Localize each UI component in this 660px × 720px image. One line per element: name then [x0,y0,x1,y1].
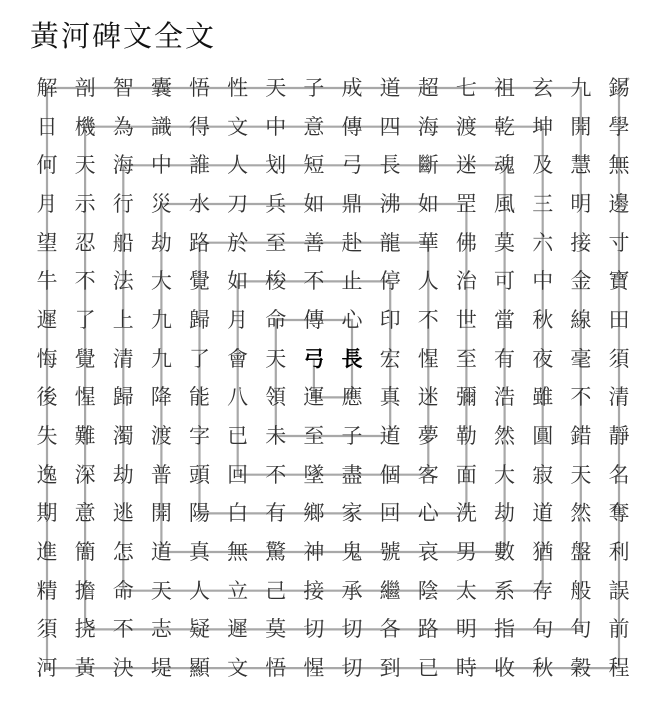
grid-character: 有 [494,346,516,371]
grid-character: 決 [112,656,134,681]
grid-character: 劫 [494,501,516,526]
grid-character: 九 [570,76,592,100]
grid-character: 止 [341,269,363,294]
grid-character: 長 [379,153,401,178]
grid-character: 命 [265,308,287,333]
grid-character: 路 [417,617,439,642]
grid-character: 文 [227,114,249,139]
grid-character: 回 [227,462,249,487]
grid-character: 命 [112,578,134,603]
grid-character: 勒 [455,424,477,449]
grid-character: 河 [36,656,58,681]
grid-character: 不 [112,617,134,642]
grid-character: 挠 [74,617,96,642]
grid-character: 墜 [303,462,325,487]
grid-character: 划 [265,153,287,178]
grid-character: 迷 [455,153,477,178]
grid-character: 忍 [74,230,96,255]
grid-character: 太 [455,578,477,603]
grid-character: 意 [303,114,325,139]
grid-character: 如 [227,269,249,294]
grid-character: 三 [532,192,554,216]
grid-character: 句 [570,617,592,642]
grid-character: 囊 [150,76,172,100]
grid-character: 道 [150,540,172,565]
grid-character: 毫 [570,346,592,371]
grid-character: 龍 [379,230,401,255]
grid-character: 各 [379,617,401,642]
grid-character: 中 [150,153,172,178]
grid-character: 路 [189,230,211,255]
grid-character: 如 [417,192,439,216]
grid-character: 六 [532,230,554,255]
grid-character: 然 [494,424,516,449]
grid-character: 陰 [417,578,439,603]
grid-character: 承 [341,578,363,603]
grid-character: 傳 [341,114,363,139]
grid-character: 陽 [189,501,211,526]
grid-character: 盤 [570,540,592,565]
grid-character: 莫 [265,617,287,642]
grid-character: 領 [265,385,287,410]
grid-character: 慧 [570,153,592,178]
grid-character: 不 [303,269,325,294]
grid-character: 學 [608,114,630,139]
grid-character: 鄉 [303,501,325,526]
grid-character: 秋 [532,656,554,681]
grid-character: 歸 [112,385,134,410]
grid-character: 短 [303,153,325,178]
grid-character: 至 [265,230,287,255]
grid-character: 到 [379,656,401,681]
grid-character: 運 [303,385,325,410]
grid-character: 宏 [379,346,401,371]
grid-character: 存 [532,578,554,603]
grid-character: 普 [150,462,172,487]
grid-character: 赴 [341,230,363,255]
grid-character: 開 [570,114,592,139]
grid-character: 惺 [74,385,96,410]
grid-character: 水 [189,192,211,216]
grid-character: 停 [379,269,401,294]
grid-character: 驚 [265,540,287,565]
grid-character: 彌 [455,385,477,410]
grid-character: 繼 [379,578,401,603]
grid-character: 立 [227,578,249,603]
grid-character: 上 [112,308,134,333]
grid-character: 切 [303,617,325,642]
grid-character: 佛 [455,230,477,255]
grid-character: 盡 [341,462,363,487]
grid-character: 清 [608,385,630,410]
grid-character: 線 [570,308,592,333]
grid-character: 未 [265,424,287,449]
grid-character: 善 [303,230,325,255]
grid-character: 天 [570,462,592,487]
grid-character: 性 [227,76,249,100]
grid-character: 印 [379,308,401,333]
grid-character: 擔 [74,578,96,603]
grid-character: 寶 [608,269,630,294]
grid-character: 面 [455,462,477,487]
grid-character: 志 [150,617,172,642]
grid-character: 寂 [532,462,554,487]
grid-character: 祖 [494,76,516,100]
grid-character: 得 [189,114,211,139]
grid-character: 子 [303,76,325,100]
grid-character: 簡 [74,540,96,565]
grid-character: 不 [74,269,96,294]
grid-character: 天 [265,346,287,371]
grid-character: 何 [36,153,58,178]
grid-character: 當 [494,308,516,333]
grid-character: 罡 [455,192,477,216]
grid-character: 夢 [417,424,439,449]
grid-character: 錯 [570,424,592,449]
grid-character: 已 [227,424,249,449]
grid-character: 遲 [36,308,58,333]
grid-character: 家 [341,501,363,526]
grid-character: 真 [189,540,211,565]
grid-character: 不 [417,308,439,333]
grid-character: 洗 [455,501,477,526]
grid-character: 災 [150,192,172,216]
grid-character: 坤 [532,114,554,139]
grid-character: 號 [379,540,401,565]
grid-character: 遲 [227,617,249,642]
grid-character: 及 [532,153,554,178]
grid-character: 人 [227,153,249,178]
grid-character: 名 [608,462,630,487]
grid-character: 月 [36,192,58,216]
grid-character: 道 [379,424,401,449]
grid-character: 莫 [494,230,516,255]
grid-character: 世 [455,308,477,333]
grid-character: 覺 [189,269,211,294]
grid-character: 沸 [379,192,401,216]
grid-character: 靜 [608,424,630,449]
grid-character: 系 [494,578,516,603]
grid-character: 治 [455,269,477,294]
grid-character: 然 [570,501,592,526]
grid-character: 個 [379,462,401,487]
grid-character: 頭 [189,462,211,487]
grid-character: 劫 [150,230,172,255]
grid-character: 難 [74,424,96,449]
grid-character: 句 [532,617,554,642]
grid-character: 刀 [227,192,249,216]
grid-character: 哀 [417,540,439,565]
grid-character: 般 [570,578,592,603]
grid-character: 四 [379,114,401,139]
grid-character: 無 [227,540,249,565]
grid-character: 無 [608,153,630,178]
page-title: 黃河碑文全文 [30,19,217,53]
grid-character: 渡 [150,424,172,449]
grid-character: 人 [417,269,439,294]
grid-character: 神 [303,540,325,565]
grid-character: 鬼 [341,540,363,565]
grid-character: 了 [189,346,211,371]
grid-character: 劫 [112,462,134,487]
grid-character: 金 [570,269,592,294]
grid-character: 圓 [532,424,554,449]
grid-character: 大 [150,269,172,294]
grid-character: 穀 [570,656,592,681]
grid-character: 悟 [189,76,211,100]
grid-character: 心 [417,501,439,526]
grid-character: 超 [417,76,439,100]
grid-character: 失 [36,424,58,449]
grid-character: 指 [494,617,516,642]
grid-character: 子 [341,424,363,449]
grid-character: 開 [150,501,172,526]
grid-character: 會 [227,346,249,371]
grid-character: 文 [227,656,249,681]
grid-character: 至 [303,424,325,449]
grid-character: 精 [36,578,58,603]
grid-character: 收 [494,656,516,681]
grid-character: 機 [74,114,96,139]
grid-character: 字 [189,424,211,449]
grid-character: 乾 [494,114,516,139]
grid-character: 清 [112,346,134,371]
grid-character: 須 [608,346,630,371]
grid-character: 後 [36,385,58,410]
grid-character: 不 [265,462,287,487]
grid-character: 迷 [417,385,439,410]
grid-character: 九 [150,308,172,333]
grid-character: 天 [265,76,287,100]
grid-character: 猶 [532,540,554,565]
grid-character: 黃 [74,656,96,681]
grid-character: 白 [227,501,249,526]
grid-character: 己 [265,578,287,603]
grid-character: 深 [74,462,96,487]
grid-character: 惺 [417,346,439,371]
grid-character: 已 [417,656,439,681]
grid-character: 鼎 [341,192,363,216]
grid-character: 中 [532,269,554,294]
grid-character: 悔 [36,346,58,371]
grid-character: 歸 [189,308,211,333]
grid-character: 梭 [265,269,287,294]
grid-character: 七 [455,76,477,100]
grid-character: 法 [112,269,134,294]
grid-character: 客 [417,462,439,487]
grid-character: 時 [455,656,477,681]
grid-character: 錫 [608,76,630,100]
grid-character: 了 [74,308,96,333]
grid-character: 可 [494,269,516,294]
grid-character: 回 [379,501,401,526]
grid-character: 弓 [303,345,325,371]
grid-character: 玄 [532,76,554,100]
grid-character: 前 [608,617,630,642]
grid-character: 心 [341,308,363,333]
grid-character: 夜 [532,346,554,371]
grid-character: 斷 [417,153,439,178]
grid-character: 堤 [150,656,172,681]
grid-character: 誤 [608,578,630,603]
grid-character: 示 [74,192,96,216]
grid-character: 行 [112,192,134,216]
grid-character: 切 [341,656,363,681]
grid-character: 顯 [189,656,211,681]
grid-character: 解 [36,76,58,100]
grid-character: 至 [455,346,477,371]
grid-character: 風 [494,192,516,216]
grid-character: 海 [112,153,134,178]
grid-character: 華 [417,230,439,255]
grid-character: 有 [265,501,287,526]
grid-character: 惺 [303,656,325,681]
grid-character: 大 [494,462,516,487]
grid-character: 疑 [189,617,211,642]
grid-character: 日 [36,114,58,139]
grid-character: 誰 [189,153,211,178]
grid-character: 牛 [36,269,58,294]
grid-character: 魂 [494,153,516,178]
grid-character: 濁 [112,424,134,449]
grid-character: 長 [341,345,363,371]
grid-character: 海 [417,114,439,139]
grid-character: 為 [112,114,134,139]
grid-character: 逸 [36,462,58,487]
grid-character: 明 [455,617,477,642]
grid-character: 於 [227,230,249,255]
grid-character: 剖 [74,76,96,100]
grid-character: 渡 [455,114,477,139]
grid-character: 九 [150,346,172,371]
grid-character: 道 [532,501,554,526]
grid-character: 寸 [608,230,630,255]
grid-character: 道 [379,76,401,100]
grid-character: 望 [36,230,58,255]
grid-character: 男 [455,540,477,565]
grid-character: 進 [36,540,58,565]
grid-character: 月 [227,308,249,333]
grid-character: 船 [112,230,134,255]
grid-character: 奪 [608,501,630,526]
grid-character: 明 [570,192,592,216]
grid-character: 降 [150,385,172,410]
grid-character: 浩 [494,385,516,410]
grid-character: 逃 [112,501,134,526]
grid-character: 田 [608,308,630,333]
grid-character: 中 [265,114,287,139]
grid-character: 如 [303,192,325,216]
grid-character: 意 [74,501,96,526]
grid-character: 真 [379,385,401,410]
grid-character: 邊 [608,192,630,216]
grid-character: 弓 [341,153,363,178]
grid-character: 識 [150,114,172,139]
grid-character: 接 [570,230,592,255]
grid-character: 天 [74,153,96,178]
grid-character: 兵 [265,192,287,216]
grid-character: 接 [303,578,325,603]
grid-character: 程 [608,656,630,681]
grid-character: 數 [494,540,516,565]
grid-character: 八 [227,385,249,410]
grid-character: 雖 [532,385,554,410]
grid-character: 切 [341,617,363,642]
grid-character: 天 [150,578,172,603]
grid-character: 智 [112,76,134,100]
grid-character: 傳 [303,308,325,333]
grid-character: 覺 [74,346,96,371]
grid-character: 不 [570,385,592,410]
grid-character: 成 [341,76,363,100]
grid-character: 悟 [265,656,287,681]
grid-character: 利 [608,540,630,565]
grid-character: 須 [36,617,58,642]
grid-character: 期 [36,501,58,526]
grid-character: 應 [341,385,363,410]
grid-character: 怎 [112,540,134,565]
grid-character: 人 [189,578,211,603]
grid-character: 能 [189,385,211,410]
grid-character: 秋 [532,308,554,333]
